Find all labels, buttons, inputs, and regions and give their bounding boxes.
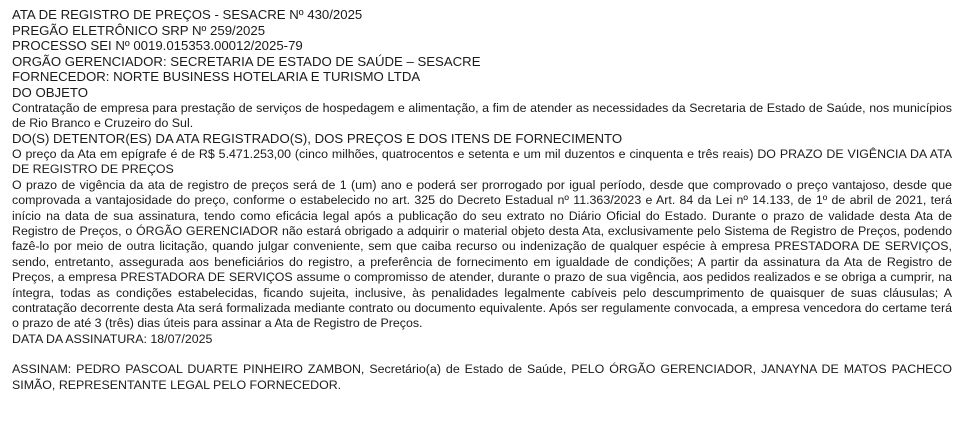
blank-line <box>12 347 952 362</box>
objeto-heading: DO OBJETO <box>12 84 88 100</box>
detentores-heading: DO(S) DETENTOR(ES) DA ATA REGISTRADO(S), DOS PREÇOS E DOS ITENS DE FORNECIMENTO <box>12 131 623 147</box>
data-assinatura: DATA DA ASSINATURA: 18/07/2025 <box>12 331 213 346</box>
objeto-text: Contratação de empresa para prestação de serviços de hospedagem e alimentação, a fim de atender as necessidades da Secretaria de Estado de Saúde, nos municípios de Rio Branco e Cruzeiro do Sul. <box>12 100 952 130</box>
document-title: ATA DE REGISTRO DE PREÇOS - SESACRE Nº 430/2025 <box>12 7 363 22</box>
pregao-number: PREGÃO ELETRÔNICO SRP Nº 259/2025 <box>12 22 266 38</box>
vigencia-text: O prazo de vigência da ata de registro de preços será de 1 (um) ano e poderá ser prorrogado por igual período, desde que comprovado o preço vantajoso, desde que comprovada a vantajosidade do preço, conforme o estabelecido no art. 325 do Decreto Estadual nº 11.363/2023 e Art. 84 da Lei nº 14.133, de 1º de abril de 2021, terá início na data de sua assinatura, tendo como eficácia legal após a publicação do seu extrato no Diário Oficial do Estado. Durante o prazo de validade desta Ata de Registro de Preços, o ÓRGÃO GERENCIADOR não estará obrigado a adquirir o material objeto desta Ata, exclusivamente pelo Sistema de Registro de Preços, podendo fazê-lo por meio de outra licitação, quando julgar conveniente, sem que caiba recurso ou indenização de qualquer espécie à empresa PRESTADORA DE SERVIÇOS, sendo, entretanto, assegurada aos beneficiários do registro, a preferência de fornecimento em igualdade de condições; A partir da assinatura da Ata de Registro de Preços, a empresa PRESTADORA DE SERVIÇOS assume o compromisso de atender, durante o prazo de sua vigência, aos pedidos realizados e se obriga a cumprir, na íntegra, todas as condições estabelecidas, ficando sujeita, inclusive, às penalidades legalmente cabíveis pelo descumprimento de quaisquer de suas cláusulas; A contratação decorrente desta Ata será formalizada mediante contrato ou documento equivalente. Após ser regulamente convocada, a empresa vencedora do certame terá o prazo de até 3 (três) dias úteis para assinar a Ata de Registro de Preços. <box>12 177 952 331</box>
detentores-text: O preço da Ata em epígrafe é de R$ 5.471.253,00 (cinco milhões, quatrocentos e setenta e um mil duzentos e cinquenta e três reais) DO PRAZO DE VIGÊNCIA DA ATA DE REGISTRO DE PREÇOS <box>12 146 952 177</box>
processo-number: PROCESSO SEI Nº 0019.015353.00012/2025-79 <box>12 38 303 54</box>
orgao-gerenciador: ORGÃO GERENCIADOR: SECRETARIA DE ESTADO DE SAÚDE – SESACRE <box>12 53 481 69</box>
assinam-text: ASSINAM: PEDRO PASCOAL DUARTE PINHEIRO ZAMBON, Secretário(a) de Estado de Saúde, PELO ÓRGÃO GERENCIADOR, JANAYNA DE MATOS PACHECO SIMÃO, REPRESENTANTE LEGAL PELO FORNECEDOR. <box>12 362 952 392</box>
fornecedor: FORNECEDOR: NORTE BUSINESS HOTELARIA E TURISMO LTDA <box>12 69 421 85</box>
document-body <box>12 7 952 393</box>
